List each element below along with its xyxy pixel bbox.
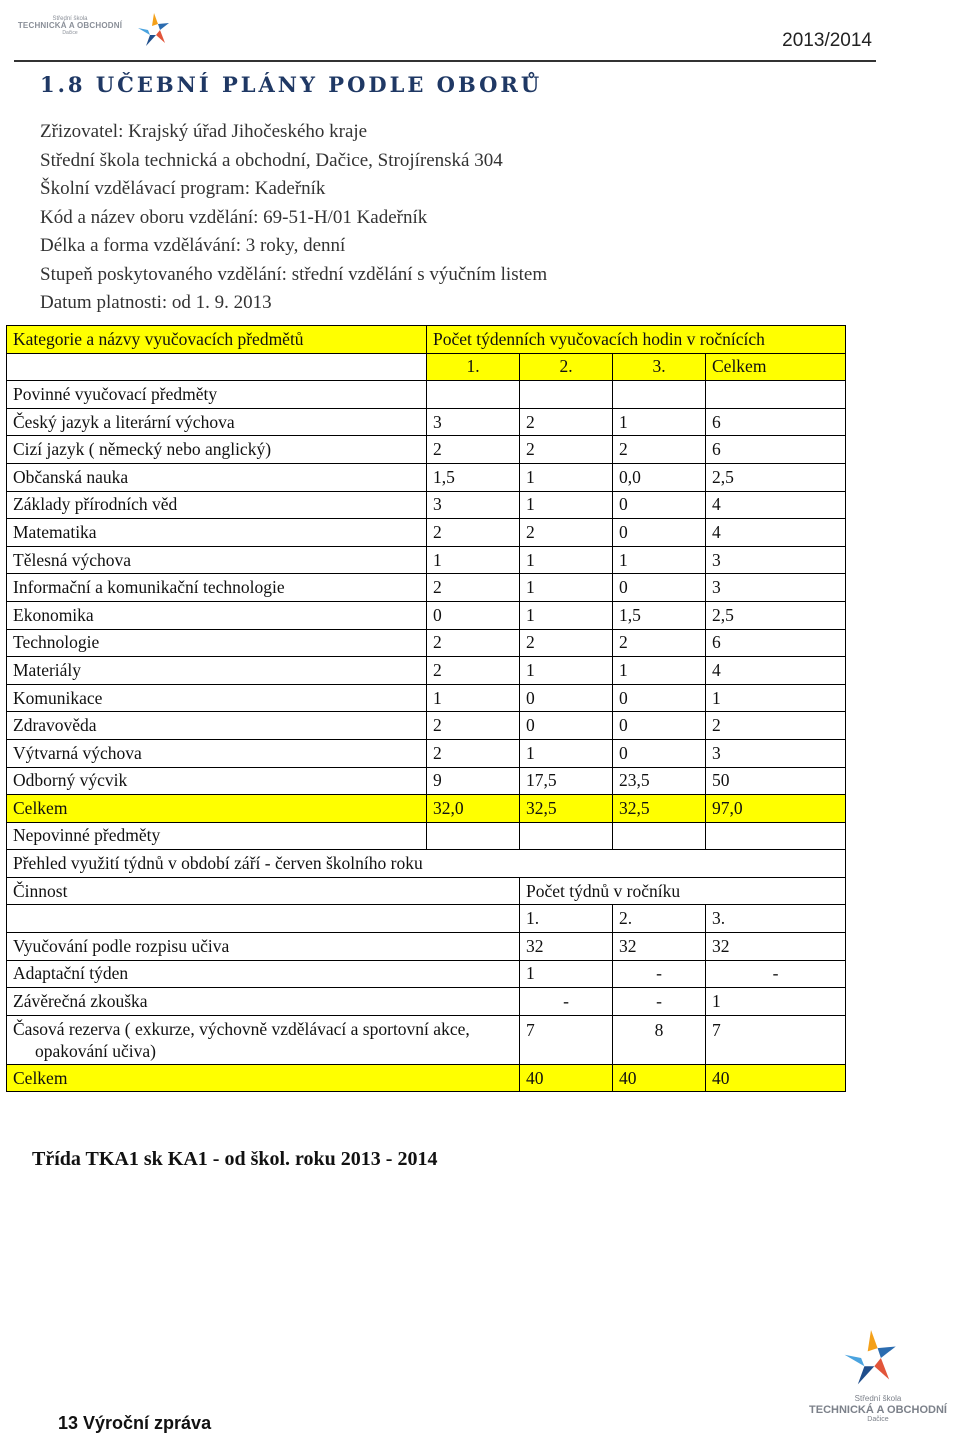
subject-hours-total: 1 [706, 684, 846, 712]
subject-hours-total: 4 [706, 491, 846, 519]
subject-hours-total: 50 [706, 767, 846, 795]
program-info [40, 118, 547, 318]
subject-row [7, 436, 846, 464]
activity-header-row [7, 877, 846, 905]
subject-name: Komunikace [7, 684, 427, 712]
weeks-total-label: Celkem [7, 1064, 520, 1092]
subject-name: Český jazyk a literární výchova [7, 408, 427, 436]
subject-hours-total: 3 [706, 574, 846, 602]
total-sum: 97,0 [706, 795, 846, 823]
subject-hours-year-3: 1 [613, 546, 706, 574]
subject-hours-year-1: 3 [427, 408, 520, 436]
subject-row [7, 491, 846, 519]
subject-hours-year-2: 2 [520, 629, 613, 657]
overview-label: Přehled využití týdnů v období září - červen školního roku [7, 850, 846, 878]
subject-hours-year-2: 2 [520, 436, 613, 464]
activity-value: 7 [520, 1015, 613, 1064]
weeks-total-year-2: 40 [613, 1064, 706, 1092]
subject-row [7, 601, 846, 629]
weeks-label: Počet týdnů v ročníku [520, 877, 846, 905]
subject-hours-year-2: 0 [520, 684, 613, 712]
subject-hours-total: 4 [706, 657, 846, 685]
weeks-total-row [7, 1064, 846, 1092]
activity-name-line-2: opakování učiva) [35, 1040, 156, 1061]
activity-value: 1 [706, 988, 846, 1016]
subject-hours-total: 3 [706, 546, 846, 574]
subject-hours-year-2: 1 [520, 657, 613, 685]
subject-row [7, 712, 846, 740]
meta-code: Kód a název oboru vzdělání: 69-51-H/01 Kadeřník [40, 206, 428, 228]
subject-row [7, 463, 846, 491]
subject-row [7, 657, 846, 685]
activity-value: - [613, 988, 706, 1016]
year-columns-row [7, 353, 846, 381]
total-label: Celkem [7, 795, 427, 823]
subject-hours-total: 2 [706, 712, 846, 740]
subject-name: Informační a komunikační technologie [7, 574, 427, 602]
weeks-year-3: 3. [706, 905, 846, 933]
subject-hours-year-1: 2 [427, 657, 520, 685]
header-divider [14, 60, 876, 62]
activity-value: - [706, 960, 846, 988]
subject-hours-year-1: 2 [427, 629, 520, 657]
total-year-1: 32,0 [427, 795, 520, 823]
subject-name: Občanská nauka [7, 463, 427, 491]
subject-hours-year-1: 0 [427, 601, 520, 629]
subject-hours-year-3: 0 [613, 519, 706, 547]
activity-value: 32 [520, 933, 613, 961]
subject-hours-total: 4 [706, 519, 846, 547]
optional-label: Nepovinné předměty [7, 822, 427, 850]
subject-row [7, 739, 846, 767]
subject-hours-total: 3 [706, 739, 846, 767]
subject-hours-year-1: 1 [427, 546, 520, 574]
subject-name: Cizí jazyk ( německý nebo anglický) [7, 436, 427, 464]
page-heading: 1.8 UČEBNÍ PLÁNY PODLE OBORŮ [40, 72, 543, 97]
subject-hours-year-2: 2 [520, 519, 613, 547]
meta-program: Školní vzdělávací program: Kadeřník [40, 178, 326, 199]
meta-valid-from: Datum platnosti: od 1. 9. 2013 [40, 292, 272, 313]
school-logo [14, 10, 174, 50]
total-header: Celkem [706, 353, 846, 381]
subject-hours-year-2: 0 [520, 712, 613, 740]
class-info: Třída TKA1 sk KA1 - od škol. roku 2013 - 2014 [32, 1148, 438, 1170]
activity-name [7, 1015, 520, 1064]
weeks-total-year-1: 40 [520, 1064, 613, 1092]
weeks-total-year-3: 40 [706, 1064, 846, 1092]
subject-row [7, 546, 846, 574]
activity-row [7, 960, 846, 988]
activity-value: - [613, 960, 706, 988]
optional-section-row [7, 822, 846, 850]
subject-hours-year-3: 2 [613, 629, 706, 657]
meta-school: Střední škola technická a obchodní, Dačice, Strojírenská 304 [40, 149, 503, 171]
subject-row [7, 684, 846, 712]
activity-value: 7 [706, 1015, 846, 1064]
subject-hours-year-3: 0 [613, 684, 706, 712]
subject-name: Technologie [7, 629, 427, 657]
subject-hours-total: 6 [706, 629, 846, 657]
total-year-3: 32,5 [613, 795, 706, 823]
total-year-2: 32,5 [520, 795, 613, 823]
subject-hours-total: 6 [706, 408, 846, 436]
table-header-row [7, 326, 846, 354]
year-2-header: 2. [520, 353, 613, 381]
subject-hours-year-3: 0,0 [613, 463, 706, 491]
subject-hours-year-1: 2 [427, 574, 520, 602]
subject-hours-year-1: 2 [427, 739, 520, 767]
subject-name: Výtvarná výchova [7, 739, 427, 767]
header-weekly-hours: Počet týdenních vyučovacích hodin v ročnících [427, 326, 846, 354]
subject-hours-year-3: 2 [613, 436, 706, 464]
subject-hours-year-1: 2 [427, 712, 520, 740]
weeks-years-row [7, 905, 846, 933]
footer-logo-line-2: TECHNICKÁ A OBCHODNÍ [809, 1403, 947, 1416]
subject-row [7, 767, 846, 795]
subject-hours-year-3: 0 [613, 739, 706, 767]
subject-hours-year-3: 0 [613, 491, 706, 519]
subject-hours-year-2: 1 [520, 491, 613, 519]
subject-hours-total: 2,5 [706, 463, 846, 491]
subject-hours-year-1: 9 [427, 767, 520, 795]
subject-name: Matematika [7, 519, 427, 547]
year-3-header: 3. [613, 353, 706, 381]
subject-row [7, 574, 846, 602]
subject-row [7, 519, 846, 547]
footer-logo-line-1: Střední škola [854, 1394, 902, 1403]
activity-value: 1 [520, 960, 613, 988]
subject-hours-year-1: 2 [427, 436, 520, 464]
page-footer: 13 Výroční zpráva [58, 1413, 212, 1433]
activity-value: - [520, 988, 613, 1016]
subject-hours-year-2: 1 [520, 463, 613, 491]
subject-hours-year-2: 17,5 [520, 767, 613, 795]
subject-hours-year-2: 1 [520, 601, 613, 629]
year-1-header: 1. [427, 353, 520, 381]
subject-hours-year-1: 3 [427, 491, 520, 519]
subject-hours-year-3: 1 [613, 408, 706, 436]
subject-hours-year-3: 1 [613, 657, 706, 685]
activity-value: 32 [613, 933, 706, 961]
logo-line-3: Dačice [62, 29, 78, 36]
school-year: 2013/2014 [782, 30, 872, 51]
footer-logo [798, 1325, 958, 1435]
meta-level: Stupeň poskytovaného vzdělání: střední vzdělání s výučním listem [40, 263, 548, 285]
weeks-year-1: 1. [520, 905, 613, 933]
activity-row [7, 988, 846, 1016]
logo-emblem-icon [836, 1325, 906, 1391]
subject-name: Ekonomika [7, 601, 427, 629]
activity-label: Činnost [7, 877, 520, 905]
activity-row [7, 933, 846, 961]
curriculum-table [6, 325, 846, 1092]
weeks-year-2: 2. [613, 905, 706, 933]
subject-hours-year-3: 0 [613, 574, 706, 602]
subject-name: Materiály [7, 657, 427, 685]
subject-name: Odborný výcvik [7, 767, 427, 795]
activity-name: Vyučování podle rozpisu učiva [7, 933, 520, 961]
header-categories: Kategorie a názvy vyučovacích předmětů [7, 326, 427, 354]
subject-hours-year-2: 2 [520, 408, 613, 436]
subject-name: Základy přírodních věd [7, 491, 427, 519]
logo-line-1: Střední škola [52, 16, 88, 22]
subject-hours-year-2: 1 [520, 739, 613, 767]
activity-value: 32 [706, 933, 846, 961]
subject-hours-year-3: 1,5 [613, 601, 706, 629]
subject-hours-total: 2,5 [706, 601, 846, 629]
subject-hours-year-2: 1 [520, 574, 613, 602]
activity-row [7, 1015, 846, 1064]
subject-name: Zdravověda [7, 712, 427, 740]
subject-row [7, 629, 846, 657]
subject-hours-year-2: 1 [520, 546, 613, 574]
mandatory-section-row [7, 381, 846, 409]
subject-hours-year-3: 0 [613, 712, 706, 740]
activity-name: Adaptační týden [7, 960, 520, 988]
subject-name: Tělesná výchova [7, 546, 427, 574]
logo-line-2: TECHNICKÁ A OBCHODNÍ [17, 21, 123, 31]
footer-logo-line-3: Dačice [867, 1415, 889, 1423]
activity-name-line-1: Časová rezerva ( exkurze, výchovně vzdělávací a sportovní akce, [13, 1018, 470, 1039]
subject-hours-total: 6 [706, 436, 846, 464]
subject-hours-year-3: 23,5 [613, 767, 706, 795]
subject-row [7, 408, 846, 436]
logo-emblem-icon [134, 10, 174, 50]
subject-hours-year-1: 2 [427, 519, 520, 547]
total-row [7, 795, 846, 823]
mandatory-label: Povinné vyučovací předměty [7, 381, 427, 409]
activity-value: 8 [613, 1015, 706, 1064]
subject-hours-year-1: 1,5 [427, 463, 520, 491]
activity-name: Závěrečná zkouška [7, 988, 520, 1016]
subject-hours-year-1: 1 [427, 684, 520, 712]
meta-length: Délka a forma vzdělávání: 3 roky, denní [40, 235, 346, 256]
overview-row [7, 850, 846, 878]
meta-founder: Zřizovatel: Krajský úřad Jihočeského kraje [40, 121, 368, 142]
